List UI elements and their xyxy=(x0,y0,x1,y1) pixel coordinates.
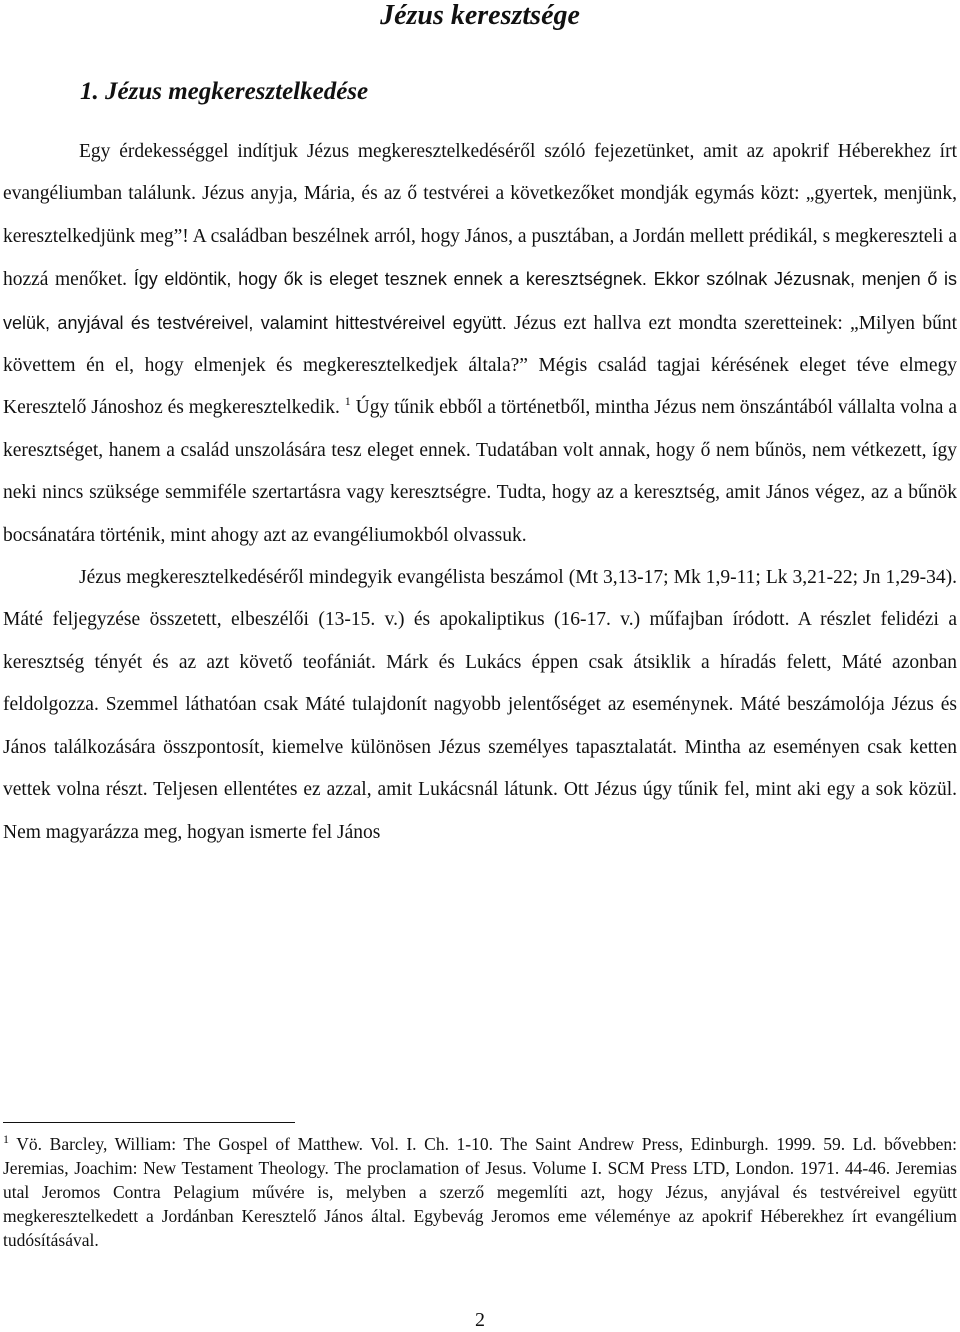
page-number: 2 xyxy=(475,1309,485,1331)
paragraph-2: Jézus megkeresztelkedéséről mindegyik evangélista beszámol (Mt 3,13-17; Mk 1,9-11; Lk 3,21-22; Jn 1,29-34). Máté feljegyzése összetett, elbeszélői (13-15. v.) és apokaliptikus (16-17. v.) műfajban íródott. A részlet felidézi a keresztség tényét és az azt követő teofániát. Márk és Lukács éppen csak átsiklik a híradás felett, Máté azonban feldolgozza. Szemmel láthatóan csak Máté tulajdonít nagyobb jelentőséget az eseménynek. Máté beszámolója Jézus és János találkozására összpontosít, kiemelve különösen Jézus személyes tapasztalatát. Mintha az eseményen csak ketten vettek volna részt. Teljesen ellentétes ez azzal, amit Lukácsnál látunk. Ott Jézus úgy tűnik fel, mint aki egy a sok közül. Nem magyarázza meg, hogyan ismerte fel János xyxy=(3,567,957,843)
paragraph-1-sentence-3: Ekkor szólnak Jézusnak, menjen ő is velük, anyjával és testvéreivel, valamint hittestvéreivel együtt. xyxy=(3,269,958,333)
document-title: Jézus keresztsége xyxy=(380,0,580,31)
footnote xyxy=(3,1132,957,1252)
section-heading: 1. Jézus megkeresztelkedése xyxy=(80,78,369,105)
paragraph-1 xyxy=(3,131,957,557)
paragraph-1-sentence-1: Egy érdekességgel indítjuk Jézus megkeresztelkedéséről szóló fejezetünket, amit az apokrif Héberekhez írt evangéliumban találunk. Jézus anyja, Mária, és az ő testvérei a következőket mondják egymás közt: „gyertek, menjünk, keresztelkedjünk meg”! A családban beszélnek arról, hogy János, a pusztában, a Jordán mellett prédikál, s megkereszteli a hozzá menőket. xyxy=(3,141,957,291)
body-text xyxy=(3,131,957,854)
footnote-reference[interactable]: 1 xyxy=(344,394,351,409)
paragraph-1-sentence-4: Jézus ezt hallva ezt mondta szeretteinek: „Milyen bűnt követtem én el, hogy elmenjek és megkeresztelkedjek általa?” Mégis család tagjai kérésének eleget téve elmegy Keresztelő Jánoshoz és megkeresztelkedik. xyxy=(3,312,957,419)
footnote-separator xyxy=(3,1122,295,1123)
footnote-number: 1 xyxy=(3,1132,9,1146)
paragraph-1-sentence-5: Úgy tűnik ebből a történetből, mintha Jézus nem önszántából vállalta volna a keresztséget, hanem a család unszolására tesz eleget ennek. Tudatában volt annak, hogy ő nem bűnös, nem vétkezett, így neki nincs szüksége semmiféle szertartásra vagy keresztségre. Tudta, hogy az a keresztség, amit János végez, az a bűnök bocsánatára történik, mint ahogy azt az evangéliumokból olvassuk. xyxy=(3,397,958,546)
paragraph-1-sentence-2: Így eldöntik, hogy ők is eleget tesznek ennek a keresztségnek. xyxy=(127,269,647,290)
footnote-text: Vö. Barcley, William: The Gospel of Matthew. Vol. I. Ch. 1-10. The Saint Andrew Press, Edinburgh. 1999. 59. Ld. bővebben: Jeremias, Joachim: New Testament Theology. The proclamation of Jesus. Volume I. SCM Press LTD, London. 1971. 44-46. Jeremias utal Jeromos Contra Pelagium művére is, melyben a szerző megemlíti azt, hogy Jézus, anyjával és testvéreivel együtt megkeresztelkedett a Jordánban Keresztelő János által. Egybevág Jeromos eme véleménye az apokrif Héberekhez írt evangélium tudósításával. xyxy=(3,1134,957,1250)
